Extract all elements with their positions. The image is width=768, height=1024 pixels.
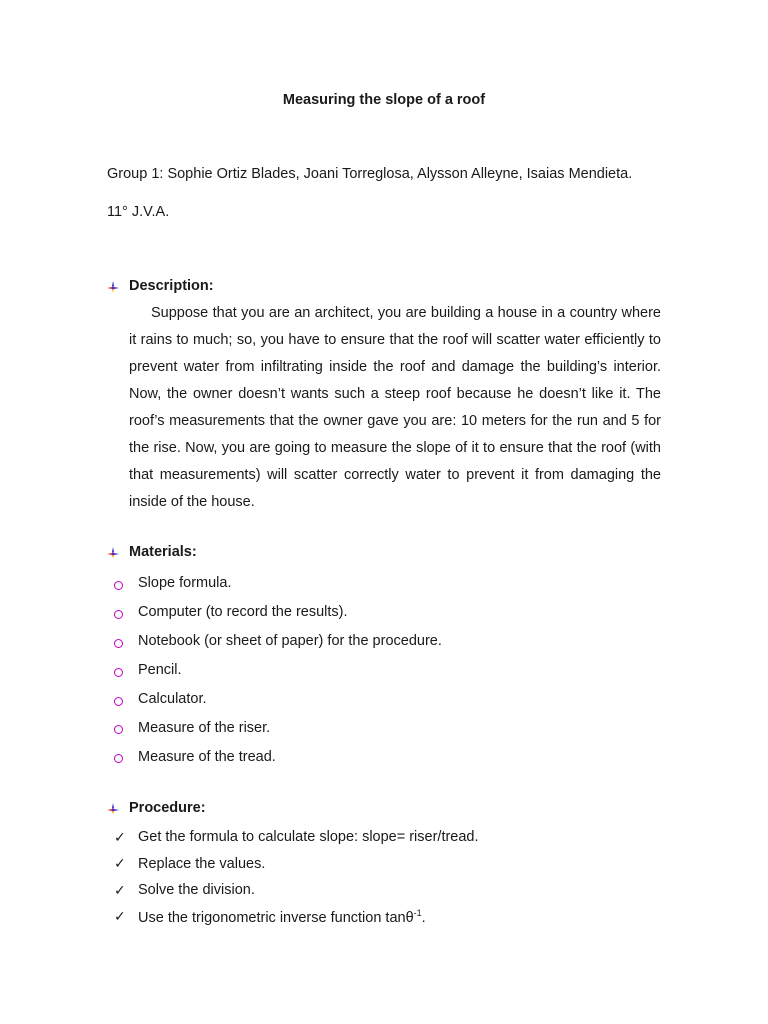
- materials-list: [112, 569, 442, 771]
- list-item-text: Slope formula.: [138, 575, 232, 592]
- description-paragraph: Suppose that you are an architect, you are building a house in a country where it rains to much; so, you have to ensure that the roof will scatter water efficiently to prevent water from infiltrating inside the roof and damage the building’s interior. Now, the owner doesn’t wants such a steep roof because he doesn’t like it. The roof’s measurements that the owner gave you are: 10 meters for the run and 5 for the rise. Now, you are going to measure the slope of it to ensure that the roof (with that measurements) will scatter correctly water to prevent it from damaging the inside of the house.: [129, 305, 661, 510]
- list-item-text: Solve the division.: [138, 882, 255, 899]
- list-item-text: Measure of the tread.: [138, 748, 276, 765]
- hollow-circle-icon: [114, 639, 123, 648]
- sparkle-bullet-icon: [107, 281, 119, 293]
- procedure-heading-text: Procedure:: [129, 800, 206, 816]
- list-item: [112, 627, 442, 656]
- superscript-exponent: -1: [413, 907, 422, 918]
- document-title: Measuring the slope of a roof: [282, 92, 486, 108]
- list-item: [112, 713, 442, 742]
- hollow-circle-icon: [114, 581, 123, 590]
- list-item-text: Pencil.: [138, 662, 182, 679]
- checkmark-icon: ✓: [114, 855, 126, 872]
- hollow-circle-icon: [114, 610, 123, 619]
- list-item: [114, 824, 479, 851]
- checkmark-icon: ✓: [114, 828, 126, 845]
- list-item-text: Calculator.: [138, 691, 207, 707]
- list-item: [114, 851, 479, 878]
- list-item: [112, 598, 442, 627]
- list-item: [112, 685, 442, 714]
- list-item-text: Measure of the riser.: [138, 719, 271, 736]
- procedure-list: [114, 824, 479, 930]
- checkmark-icon: ✓: [114, 908, 126, 925]
- sparkle-bullet-icon: [107, 547, 119, 559]
- list-item: [112, 656, 442, 685]
- hollow-circle-icon: [114, 697, 123, 706]
- description-heading: [107, 278, 214, 294]
- list-item: [114, 877, 479, 904]
- last-item-suffix: .: [421, 909, 426, 926]
- list-item: [114, 904, 479, 931]
- last-item-text: Use the trigonometric inverse function tanθ: [138, 909, 414, 926]
- grade-line: 11° J.V.A.: [107, 204, 170, 220]
- list-item: [112, 742, 442, 771]
- description-heading-text: Description:: [129, 278, 214, 294]
- hollow-circle-icon: [114, 754, 123, 763]
- list-item-text: Get the formula to calculate slope: slope= riser/tread.: [138, 829, 479, 846]
- materials-heading-text: Materials:: [129, 544, 197, 560]
- list-item-text: [138, 908, 426, 926]
- list-item: [112, 569, 442, 598]
- list-item-text: Notebook (or sheet of paper) for the procedure.: [138, 633, 442, 650]
- group-members-line: Group 1: Sophie Ortiz Blades, Joani Torreglosa, Alysson Alleyne, Isaias Mendieta.: [107, 166, 633, 182]
- checkmark-icon: ✓: [114, 881, 126, 898]
- list-item-text: Computer (to record the results).: [138, 604, 348, 621]
- hollow-circle-icon: [114, 668, 123, 677]
- sparkle-bullet-icon: [107, 803, 119, 815]
- hollow-circle-icon: [114, 725, 123, 734]
- materials-heading: [107, 544, 197, 560]
- list-item-text: Replace the values.: [138, 855, 266, 872]
- procedure-heading: [107, 800, 206, 816]
